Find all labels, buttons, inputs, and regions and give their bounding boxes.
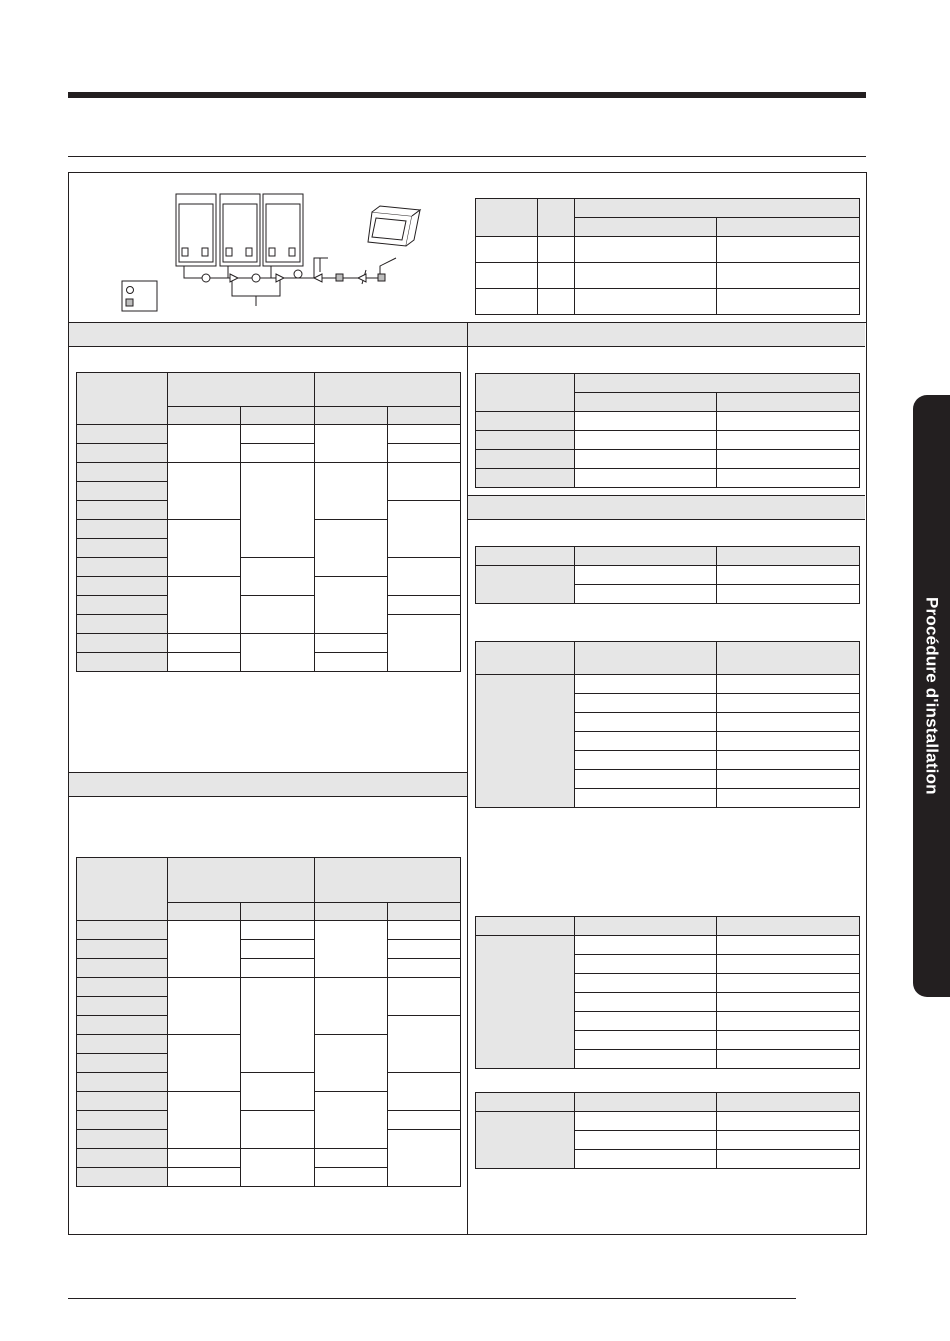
table-cell xyxy=(77,373,168,425)
table-cell xyxy=(575,1131,717,1150)
table-cell xyxy=(77,1130,168,1149)
table-cell xyxy=(538,289,575,315)
pipe-components xyxy=(202,270,385,282)
table-cell xyxy=(77,1149,168,1168)
table-cell xyxy=(717,993,860,1012)
table-cell xyxy=(476,566,575,604)
table-cell xyxy=(717,263,860,289)
table-cell xyxy=(168,1149,241,1168)
table-cell xyxy=(77,959,168,978)
table-cell xyxy=(315,1035,388,1092)
table-cell xyxy=(315,1168,388,1187)
table-cell xyxy=(476,412,575,431)
table-cell xyxy=(241,903,315,921)
table-cell xyxy=(168,1035,241,1092)
table-cell xyxy=(538,263,575,289)
table-cell xyxy=(388,921,461,940)
table-cell xyxy=(717,585,860,604)
table-cell xyxy=(717,694,860,713)
section-band-left-2 xyxy=(69,772,467,797)
right-table-3 xyxy=(475,641,860,808)
table-cell xyxy=(717,974,860,993)
table-cell xyxy=(575,450,717,469)
table-cell xyxy=(168,425,241,463)
table-cell xyxy=(575,263,717,289)
table-cell xyxy=(168,1092,241,1149)
table-cell xyxy=(77,615,168,634)
right-table-2 xyxy=(475,546,860,604)
table-cell xyxy=(315,520,388,577)
right-table-1 xyxy=(475,373,860,488)
right-table-5 xyxy=(475,1092,860,1169)
table-cell xyxy=(315,903,388,921)
table-cell xyxy=(77,1073,168,1092)
table-cell xyxy=(388,1130,461,1187)
table-cell xyxy=(315,407,388,425)
table-cell xyxy=(717,393,860,412)
table-cell xyxy=(388,978,461,1016)
table-cell xyxy=(77,921,168,940)
table-cell xyxy=(717,751,860,770)
footer-rule xyxy=(68,1298,796,1299)
table-cell xyxy=(717,936,860,955)
table-cell xyxy=(717,431,860,450)
table-cell xyxy=(168,634,241,653)
table-cell xyxy=(241,558,315,596)
table-cell xyxy=(315,425,388,463)
table-cell xyxy=(717,642,860,675)
table-cell xyxy=(575,237,717,263)
table-cell xyxy=(717,1112,860,1131)
table-cell xyxy=(575,469,717,488)
table-cell xyxy=(717,675,860,694)
table-cell xyxy=(717,789,860,808)
table-cell xyxy=(77,425,168,444)
table-cell xyxy=(77,577,168,596)
table-cell xyxy=(77,1035,168,1054)
table-cell xyxy=(575,374,860,393)
table-cell xyxy=(315,463,388,520)
table-cell xyxy=(168,463,241,520)
table-cell xyxy=(575,713,717,732)
table-cell xyxy=(388,959,461,978)
table-cell xyxy=(168,373,315,407)
table-cell xyxy=(168,978,241,1035)
table-cell xyxy=(575,936,717,955)
table-cell xyxy=(575,412,717,431)
table-cell xyxy=(77,940,168,959)
table-cell xyxy=(476,642,575,675)
section-band-left-1 xyxy=(69,322,467,347)
table-cell xyxy=(315,1149,388,1168)
table-cell xyxy=(575,1031,717,1050)
table-cell xyxy=(575,1050,717,1069)
table-cell xyxy=(315,653,388,672)
outdoor-unit-3 xyxy=(263,194,303,266)
table-cell xyxy=(315,858,461,903)
cassette-indoor-unit xyxy=(368,206,420,246)
table-cell xyxy=(575,770,717,789)
table-cell xyxy=(77,1016,168,1035)
table-cell xyxy=(575,1093,717,1112)
table-cell xyxy=(77,444,168,463)
table-cell xyxy=(77,501,168,520)
table-cell xyxy=(717,1050,860,1069)
table-cell xyxy=(77,858,168,921)
table-cell xyxy=(241,634,315,672)
table-cell xyxy=(77,520,168,539)
table-cell xyxy=(717,547,860,566)
table-cell xyxy=(575,218,717,237)
table-cell xyxy=(77,1168,168,1187)
table-cell xyxy=(168,577,241,634)
table-cell xyxy=(717,955,860,974)
section-side-tab xyxy=(913,395,950,997)
section-band-right-1 xyxy=(468,322,865,347)
table-cell xyxy=(476,450,575,469)
table-cell xyxy=(575,566,717,585)
side-tab-label: Procédure d'installation xyxy=(922,597,942,795)
table-cell xyxy=(717,237,860,263)
table-cell xyxy=(168,653,241,672)
table-cell xyxy=(717,566,860,585)
right-table-4 xyxy=(475,916,860,1069)
table-cell xyxy=(77,1092,168,1111)
table-cell xyxy=(77,978,168,997)
table-cell xyxy=(717,917,860,936)
table-cell xyxy=(77,1054,168,1073)
table-cell xyxy=(241,407,315,425)
table-cell xyxy=(168,520,241,577)
table-cell xyxy=(241,463,315,558)
table-cell xyxy=(77,596,168,615)
table-cell xyxy=(476,374,575,412)
table-cell xyxy=(575,732,717,751)
left-table-1 xyxy=(76,372,461,672)
piping-diagram xyxy=(110,188,430,318)
table-cell xyxy=(388,596,461,615)
table-cell xyxy=(476,1093,575,1112)
table-cell xyxy=(315,634,388,653)
table-cell xyxy=(476,199,538,237)
table-cell xyxy=(77,653,168,672)
table-cell xyxy=(388,1111,461,1130)
table-cell xyxy=(388,463,461,501)
table-cell xyxy=(575,431,717,450)
table-cell xyxy=(168,407,241,425)
table-cell xyxy=(241,921,315,940)
table-cell xyxy=(575,751,717,770)
table-cell xyxy=(168,903,241,921)
table-cell xyxy=(241,940,315,959)
table-cell xyxy=(388,501,461,558)
table-cell xyxy=(476,469,575,488)
table-cell xyxy=(575,585,717,604)
legend-box xyxy=(122,281,157,311)
table-cell xyxy=(575,993,717,1012)
table-cell xyxy=(476,675,575,808)
table-cell xyxy=(77,1111,168,1130)
table-cell xyxy=(315,921,388,978)
table-cell xyxy=(77,539,168,558)
table-cell xyxy=(388,407,461,425)
table-cell xyxy=(388,444,461,463)
table-cell xyxy=(717,1131,860,1150)
table-cell xyxy=(77,997,168,1016)
table-cell xyxy=(388,1073,461,1111)
table-cell xyxy=(575,917,717,936)
table-cell xyxy=(717,1031,860,1050)
table-cell xyxy=(241,1073,315,1111)
table-cell xyxy=(575,393,717,412)
table-cell xyxy=(717,412,860,431)
table-cell xyxy=(476,547,575,566)
table-cell xyxy=(388,903,461,921)
table-cell xyxy=(476,917,575,936)
table-cell xyxy=(168,921,241,978)
table-cell xyxy=(575,642,717,675)
table-cell xyxy=(717,218,860,237)
table-cell xyxy=(476,289,538,315)
table-cell xyxy=(538,199,575,237)
table-cell xyxy=(241,425,315,444)
table-cell xyxy=(476,263,538,289)
table-cell xyxy=(241,1111,315,1149)
table-cell xyxy=(388,615,461,672)
table-cell xyxy=(241,978,315,1073)
table-cell xyxy=(241,596,315,634)
table-cell xyxy=(717,1012,860,1031)
table-cell xyxy=(476,936,575,1069)
table-cell xyxy=(476,431,575,450)
table-cell xyxy=(717,1093,860,1112)
table-cell xyxy=(717,713,860,732)
table-cell xyxy=(77,463,168,482)
outdoor-unit-2 xyxy=(220,194,260,266)
table-cell xyxy=(538,237,575,263)
frame-column-divider xyxy=(467,322,468,1234)
table-cell xyxy=(315,978,388,1035)
table-cell xyxy=(717,770,860,789)
outdoor-unit-1 xyxy=(176,194,216,266)
table-cell xyxy=(388,558,461,596)
table-cell xyxy=(575,1012,717,1031)
top-right-table xyxy=(475,198,860,315)
table-cell xyxy=(476,1112,575,1169)
table-cell xyxy=(575,1112,717,1131)
table-cell xyxy=(241,1149,315,1187)
table-cell xyxy=(717,732,860,751)
table-cell xyxy=(575,974,717,993)
table-cell xyxy=(77,558,168,577)
left-table-2 xyxy=(76,857,461,1187)
header-rule-thin xyxy=(68,156,866,157)
table-cell xyxy=(575,199,860,218)
table-cell xyxy=(575,789,717,808)
table-cell xyxy=(717,289,860,315)
table-cell xyxy=(717,450,860,469)
table-cell xyxy=(575,694,717,713)
table-cell xyxy=(575,955,717,974)
table-cell xyxy=(315,373,461,407)
table-cell xyxy=(77,482,168,501)
table-cell xyxy=(476,237,538,263)
table-cell xyxy=(168,858,315,903)
table-cell xyxy=(241,444,315,463)
table-cell xyxy=(388,940,461,959)
section-band-right-2 xyxy=(468,495,865,520)
table-cell xyxy=(717,1150,860,1169)
table-cell xyxy=(575,289,717,315)
table-cell xyxy=(315,577,388,634)
table-cell xyxy=(241,959,315,978)
table-cell xyxy=(315,1092,388,1149)
table-cell xyxy=(388,425,461,444)
table-cell xyxy=(575,1150,717,1169)
table-cell xyxy=(575,675,717,694)
table-cell xyxy=(168,1168,241,1187)
table-cell xyxy=(77,634,168,653)
table-cell xyxy=(717,469,860,488)
header-rule-thick xyxy=(68,92,866,98)
table-cell xyxy=(388,1016,461,1073)
table-cell xyxy=(575,547,717,566)
